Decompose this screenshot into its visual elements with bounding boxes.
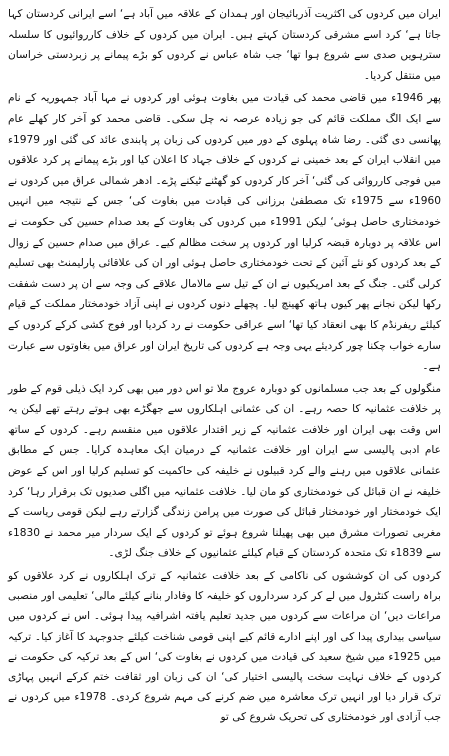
article-paragraph-ottoman-era: منگولوں کے بعد جب مسلمانوں کو دوبارہ عروج ملا تو اس دور میں بھی کرد ایک ذیلی قوم کے طور پر خلافت عثمانیہ کا حصہ رہے۔ ان کی عثمانی اہلکاروں سے جھگڑے بھی ہوتے رہتے تھے لیکن یہ اس وقت بھی ایران اور خلافت عثمانیہ کے زیر اقتدار علاقوں میں منقسم رہے۔ کردوں کے ساتھ عام ادبی پالیسی سے ایران اور خلافت عثمانیہ کے درمیان ایک معاہدہ کرایا۔ جس کے مطابق عثمانی علاقوں میں رہنے والے کرد قبیلوں نے خلیفہ کی حاکمیت کو تسلیم کرلیا اور اس کے عوض خلیفہ نے ان قبائل کی خودمختاری کو مان لیا۔ خلافت عثمانیہ میں اگلی صدیوں تک برقرار رہا‘ کرد ایک خودمختار اور خودمختار قبائل کی صورت میں پرامن زندگی گزارتے رہے لیکن قومی ریاست کے مغربی تصورات مشرق میں بھی پھیلنا شروع ہوئے تو کردوں کے ایک سردار میر محمد نے 1830ء سے 1839ء تک متحدہ کردستان کے قیام کیلئے عثمانیوں کے خلاف جنگ لڑی۔ <box>8 382 441 560</box>
article-paragraph-turkey: کردوں کی ان کوششوں کی ناکامی کے بعد خلافت عثمانیہ کے ترک اہلکاروں نے کرد علاقوں کو براہ راست کنٹرول میں لے کر کرد سرداروں کو خلیفہ کا وفادار بنانے کیلئے مالی‘ تعلیمی اور منصبی مراعات دیں‘ ان مراعات سے کردوں میں جدید تعلیم یافتہ اشرافیہ پیدا ہوئی۔ اس نے کردوں میں سیاسی بیداری پیدا کی اور اپنے ادارے قائم کیے اپنی قومی شناخت کیلئے جدوجہد کا آغاز کیا۔ ترکیہ میں 1925ء میں شیخ سعید کی قیادت میں کردوں نے بغاوت کی‘ اس کے بعد ترکیہ کی حکومت نے کردوں کے خلاف نہایت سخت پالیسی اختیار کی‘ ان کی زبان اور ثقافت ختم کرکے انہیں پہاڑی ترک قرار دیا اور انہیں ترک معاشرہ میں ضم کرنے کی مہم شروع کردی۔ 1978ء میں کردوں نے جب آزادی اور خودمختاری کی تحریک شروع کی تو <box>8 570 441 724</box>
article-paragraph-iran-kurds: ایران میں کردوں کی اکثریت آذربائیجان اور ہمدان کے علاقہ میں آباد ہے‘ اسے ایرانی کردستان کہا جاتا ہے‘ کرد اسے مشرقی کردستان کہتے ہیں۔ ایران میں کردوں کے خلاف کارروائیوں کا سلسلہ سترہویں صدی سے شروع ہوا تھا‘ جب شاہ عباس نے کردوں کو بڑے پیمانے پر زبردستی خراسان میں منتقل کردیا۔ <box>8 8 441 82</box>
article-paragraph-revolts-iran-iraq: پھر 1946ء میں قاضی محمد کی قیادت میں بغاوت ہوئی اور کردوں نے مہا آباد جمہوریہ کے نام سے ایک الگ مملکت قائم کی جو زیادہ عرصہ نہ چل سکی۔ قاضی محمد کو آخر کار کھلے عام پھانسی دی گئی۔ رضا شاہ پہلوی کے دور میں کردوں کی زبان پر پابندی عائد کی گئی اور 1979ء میں انقلاب ایران کے بعد خمینی نے کردوں کے خلاف جہاد کا اعلان کیا اور بڑے پیمانے پر کرد علاقوں میں فوجی کارروائی کی گئی‘ آخر کار کردوں کو گھٹنے ٹیکنے پڑے۔ ادھر شمالی عراق میں کردوں نے 1960ء سے 1975ء تک مصطفیٰ برزانی کی قیادت میں بغاوت کی‘ جس کے نتیجہ میں انہیں خودمختاری حاصل ہوئی‘ لیکن 1991ء میں کردوں کی بغاوت کے بعد صدام حسین کی حکومت نے اس علاقہ پر دوبارہ قبضہ کرلیا اور کردوں پر سخت مظالم کیے۔ عراق میں صدام حسین کے زوال کے بعد کردوں کو نئے آئین کے تحت خودمختاری حاصل ہوئی اور ان کی علاقائی پارلیمنٹ بھی تسلیم کرلی گئی۔ جنگ کے بعد امریکیوں نے ان کے تیل سے مالامال علاقے کی وجہ سے ان پر دست شفقت رکھا لیکن نجانے پھر کیوں ہاتھ کھینچ لیا۔ پچھلے دنوں کردوں نے اپنی آزاد خودمختار مملکت کے قیام کیلئے ریفرنڈم کا بھی انعقاد کیا تھا‘ اسے عراقی حکومت نے رد کردیا اور فوج کشی کرکے کردوں کے سارے خواب چکنا چور کردیئے یہی وجہ ہے کردوں کی تاریخ ایران اور عراق میں بغاوتوں سے عبارت ہے۔ <box>8 92 442 373</box>
